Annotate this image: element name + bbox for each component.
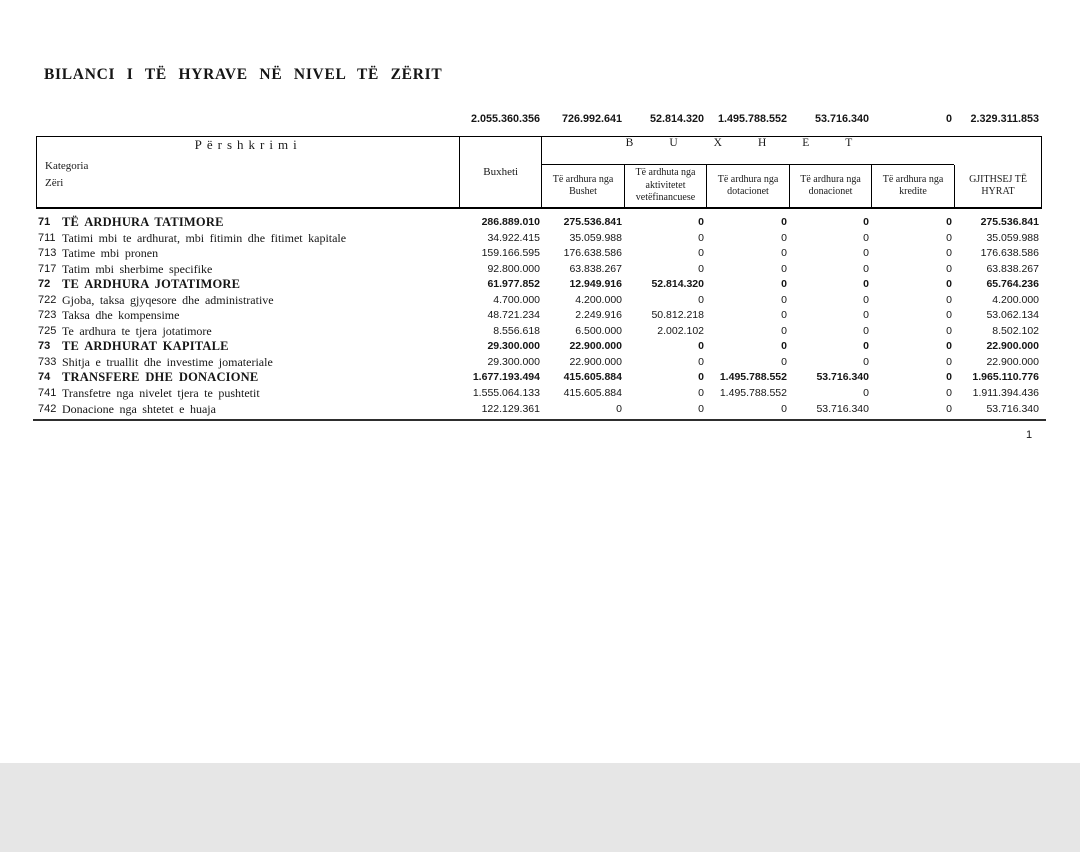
value-cell: 22.900.000 bbox=[569, 355, 622, 368]
value-cell: 61.977.852 bbox=[487, 278, 540, 291]
value-cell: 122.129.361 bbox=[481, 402, 540, 415]
value-cell: 22.900.000 bbox=[986, 355, 1039, 368]
column-header: Të ardhura nga donacionet bbox=[789, 165, 871, 207]
table-row bbox=[36, 308, 1042, 324]
row-description: Transfetre nga nivelet tjera te pushtetit bbox=[62, 386, 260, 401]
row-description: Taksa dhe kompensime bbox=[62, 308, 180, 323]
value-cell: 0 bbox=[946, 387, 952, 400]
value-cell: 35.059.988 bbox=[986, 231, 1039, 244]
value-cell: 0 bbox=[781, 216, 787, 228]
value-cell: 22.900.000 bbox=[569, 340, 622, 353]
value-cell: 2.002.102 bbox=[657, 324, 704, 337]
value-cell: 159.166.595 bbox=[481, 247, 540, 260]
value-cell: 0 bbox=[781, 278, 787, 291]
value-cell: 29.300.000 bbox=[487, 340, 540, 353]
value-cell: 176.638.586 bbox=[563, 247, 622, 260]
table-row bbox=[36, 339, 1042, 355]
table-row bbox=[36, 262, 1042, 278]
row-code: 733 bbox=[38, 355, 57, 368]
value-cell: 0 bbox=[863, 278, 869, 291]
value-cell: 0 bbox=[946, 216, 952, 228]
row-code: 71 bbox=[38, 216, 51, 228]
totals-spacer bbox=[36, 112, 460, 127]
value-cell: 53.716.340 bbox=[986, 402, 1039, 415]
value-cell: 8.556.618 bbox=[493, 324, 540, 337]
value-cell: 275.536.841 bbox=[563, 216, 622, 228]
kategoria-label: Kategoria bbox=[45, 160, 89, 172]
value-cell: 53.716.340 bbox=[816, 371, 869, 384]
value-cell: 0 bbox=[698, 293, 704, 306]
value-cell: 0 bbox=[946, 278, 952, 291]
value-cell: 0 bbox=[863, 247, 869, 260]
value-cell: 0 bbox=[863, 231, 869, 244]
value-cell: 34.922.415 bbox=[487, 231, 540, 244]
row-code: 742 bbox=[38, 402, 57, 415]
buxhet-group-label: BUXHET bbox=[542, 137, 954, 165]
value-cell: 0 bbox=[863, 262, 869, 275]
value-cell: 63.838.267 bbox=[569, 262, 622, 275]
value-cell: 35.059.988 bbox=[569, 231, 622, 244]
table-row bbox=[36, 324, 1042, 340]
table-row bbox=[36, 246, 1042, 262]
column-header: Të ardhura nga Bushet bbox=[552, 173, 614, 197]
value-cell: 0 bbox=[781, 309, 787, 322]
value-cell: 286.889.010 bbox=[481, 216, 540, 228]
row-description: Shitja e truallit dhe investime jomateriale bbox=[62, 354, 273, 369]
value-cell: 0 bbox=[698, 355, 704, 368]
value-cell: 0 bbox=[781, 355, 787, 368]
value-cell: 0 bbox=[698, 216, 704, 228]
value-cell: 0 bbox=[946, 324, 952, 337]
page-number: 1 bbox=[1025, 429, 1033, 441]
value-cell: 4.700.000 bbox=[493, 293, 540, 306]
value-cell: 1.677.193.494 bbox=[472, 371, 540, 384]
value-cell: 1.495.788.552 bbox=[719, 371, 787, 384]
value-cell: 415.605.884 bbox=[563, 387, 622, 400]
description-header-cell bbox=[37, 137, 459, 207]
total-cell: 52.814.320 bbox=[649, 113, 704, 125]
column-header: GJITHSEJ TË HYRAT bbox=[954, 165, 1041, 207]
value-cell: 0 bbox=[863, 324, 869, 337]
table-row bbox=[36, 355, 1042, 371]
zeri-label: Zëri bbox=[45, 177, 64, 189]
value-cell: 29.300.000 bbox=[487, 355, 540, 368]
value-cell: 8.502.102 bbox=[992, 324, 1039, 337]
value-cell: 1.555.064.133 bbox=[472, 387, 540, 400]
row-code: 741 bbox=[38, 387, 57, 400]
value-cell: 0 bbox=[616, 402, 622, 415]
table-bottom-rule bbox=[33, 419, 1046, 421]
value-cell: 0 bbox=[863, 216, 869, 228]
value-cell: 0 bbox=[863, 293, 869, 306]
value-cell: 12.949.916 bbox=[569, 278, 622, 291]
value-cell: 4.200.000 bbox=[575, 293, 622, 306]
value-cell: 48.721.234 bbox=[487, 309, 540, 322]
value-cell: 0 bbox=[698, 231, 704, 244]
value-cell: 0 bbox=[781, 231, 787, 244]
table-header bbox=[36, 136, 1042, 209]
total-cell: 2.329.311.853 bbox=[970, 113, 1039, 125]
row-description: TRANSFERE DHE DONACIONE bbox=[62, 370, 259, 385]
table-row bbox=[36, 293, 1042, 309]
row-code: 711 bbox=[38, 231, 56, 244]
sub-column-headers bbox=[542, 165, 1041, 207]
value-cell: 0 bbox=[946, 402, 952, 415]
grand-totals-row bbox=[36, 112, 1042, 127]
total-cell: 53.716.340 bbox=[814, 113, 869, 125]
row-description: TË ARDHURA TATIMORE bbox=[62, 215, 224, 229]
value-cell: 0 bbox=[781, 293, 787, 306]
value-cell: 275.536.841 bbox=[980, 216, 1039, 228]
table-row bbox=[36, 231, 1042, 247]
value-cell: 53.062.134 bbox=[986, 309, 1039, 322]
value-cell: 4.200.000 bbox=[992, 293, 1039, 306]
value-cell: 22.900.000 bbox=[986, 340, 1039, 353]
row-code: 72 bbox=[38, 278, 51, 291]
row-description: Te ardhura te tjera jotatimore bbox=[62, 323, 212, 338]
row-code: 722 bbox=[38, 293, 57, 306]
table-row bbox=[36, 386, 1042, 402]
table-body bbox=[36, 215, 1042, 417]
value-cell: 0 bbox=[946, 355, 952, 368]
value-cell: 0 bbox=[698, 247, 704, 260]
row-description: Gjoba, taksa gjyqesore dhe administrative bbox=[62, 292, 274, 307]
value-cell: 0 bbox=[781, 324, 787, 337]
table-row bbox=[36, 402, 1042, 418]
total-cell: 726.992.641 bbox=[561, 113, 622, 125]
table-row bbox=[36, 370, 1042, 386]
value-cell: 65.764.236 bbox=[986, 278, 1039, 291]
table-row bbox=[36, 215, 1042, 231]
pershkrimi-label: Përshkrimi bbox=[194, 137, 302, 152]
row-description: Tatim mbi sherbime specifike bbox=[62, 261, 213, 276]
value-cell: 415.605.884 bbox=[563, 371, 622, 384]
kategoria-zeri-label bbox=[45, 158, 88, 192]
report-title: BILANCI I TË HYRAVE NË NIVEL TË ZËRIT bbox=[44, 66, 443, 83]
value-cell: 92.800.000 bbox=[487, 262, 540, 275]
value-cell: 0 bbox=[863, 340, 869, 353]
value-cell: 0 bbox=[781, 340, 787, 353]
value-cell: 0 bbox=[946, 309, 952, 322]
value-cell: 2.249.916 bbox=[575, 309, 622, 322]
value-cell: 0 bbox=[698, 262, 704, 275]
table-row bbox=[36, 277, 1042, 293]
value-cell: 0 bbox=[698, 340, 704, 353]
column-header: Të ardhuta nga aktivitetet vetëfinancuese bbox=[624, 165, 706, 207]
total-cell: 0 bbox=[945, 113, 952, 125]
value-cell: 0 bbox=[698, 402, 704, 415]
row-code: 74 bbox=[38, 371, 51, 384]
value-cell: 176.638.586 bbox=[980, 247, 1039, 260]
row-description: Tatime mbi pronen bbox=[62, 246, 159, 261]
row-code: 713 bbox=[38, 247, 57, 260]
row-description: TE ARDHURAT KAPITALE bbox=[62, 339, 229, 354]
value-cell: 1.495.788.552 bbox=[719, 387, 787, 400]
value-cell: 0 bbox=[863, 309, 869, 322]
row-code: 73 bbox=[38, 340, 51, 353]
row-code: 717 bbox=[38, 262, 57, 275]
value-cell: 52.814.320 bbox=[651, 278, 704, 291]
value-cell: 0 bbox=[781, 262, 787, 275]
row-description: Tatimi mbi te ardhurat, mbi fitimin dhe fitimet kapitale bbox=[62, 230, 347, 245]
value-cell: 0 bbox=[946, 371, 952, 384]
value-cell: 1.911.394.436 bbox=[972, 387, 1039, 400]
row-description: TE ARDHURA JOTATIMORE bbox=[62, 277, 241, 292]
row-code: 725 bbox=[38, 324, 57, 337]
value-cell: 0 bbox=[946, 340, 952, 353]
row-code: 723 bbox=[38, 309, 57, 322]
column-header: Të ardhura nga dotacionet bbox=[706, 165, 789, 207]
value-cell: 0 bbox=[863, 355, 869, 368]
total-cell: 2.055.360.356 bbox=[470, 113, 540, 125]
value-cell: 50.812.218 bbox=[651, 309, 704, 322]
total-cell: 1.495.788.552 bbox=[717, 113, 787, 125]
value-cell: 0 bbox=[781, 402, 787, 415]
value-cell: 0 bbox=[946, 247, 952, 260]
value-cell: 0 bbox=[946, 231, 952, 244]
column-header: Të ardhura nga kredite bbox=[871, 165, 954, 207]
value-cell: 0 bbox=[946, 293, 952, 306]
value-cell: 0 bbox=[698, 387, 704, 400]
value-cell: 53.716.340 bbox=[816, 402, 869, 415]
value-cell: 0 bbox=[698, 371, 704, 384]
value-cell: 0 bbox=[946, 262, 952, 275]
value-cell: 1.965.110.776 bbox=[972, 371, 1039, 384]
buxheti-column-header: Buxheti bbox=[459, 137, 542, 207]
value-cell: 0 bbox=[781, 247, 787, 260]
value-cell: 0 bbox=[863, 387, 869, 400]
row-description: Donacione nga shtetet e huaja bbox=[62, 401, 216, 416]
value-cell: 6.500.000 bbox=[575, 324, 622, 337]
buxhet-group bbox=[542, 137, 1041, 207]
background-area bbox=[0, 763, 1080, 852]
value-cell: 63.838.267 bbox=[986, 262, 1039, 275]
